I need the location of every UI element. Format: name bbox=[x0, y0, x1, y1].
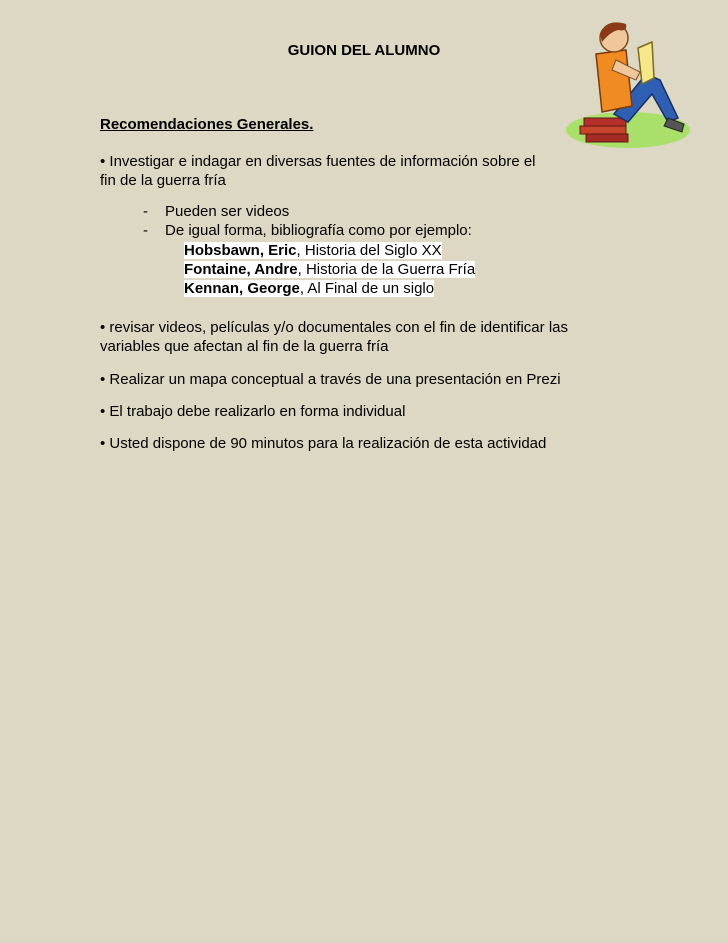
reference-work: , Historia de la Guerra Fría bbox=[297, 261, 476, 278]
page-title: GUION DEL ALUMNO bbox=[287, 42, 441, 59]
reference-work: , Historia del Siglo XX bbox=[296, 242, 442, 259]
paragraph-concept-map: • Realizar un mapa conceptual a través de una presentación en Prezi bbox=[100, 371, 561, 388]
list-dash: - bbox=[143, 203, 148, 220]
section-heading: Recomendaciones Generales. bbox=[100, 116, 314, 133]
reference-item bbox=[184, 279, 475, 298]
reference-author: Hobsbawn, Eric bbox=[184, 242, 297, 259]
paragraph-investigate: • Investigar e indagar en diversas fuentes de información sobre el fin de la guerra fría bbox=[100, 153, 536, 189]
paragraph-individual-work: • El trabajo debe realizarlo en forma individual bbox=[100, 403, 406, 420]
reference-work: , Al Final de un siglo bbox=[299, 280, 435, 297]
dash-list bbox=[143, 202, 472, 240]
reference-author: Fontaine, Andre bbox=[184, 261, 298, 278]
reference-item bbox=[184, 260, 475, 279]
list-item bbox=[143, 202, 472, 221]
list-item-text: Pueden ser videos bbox=[165, 203, 290, 220]
list-dash: - bbox=[143, 222, 148, 239]
reference-item bbox=[184, 241, 475, 260]
student-reading-icon bbox=[556, 14, 694, 152]
paragraph-review-videos: • revisar videos, películas y/o documentales con el fin de identificar las variables que afectan al fin de la guerra fría bbox=[100, 319, 568, 355]
paragraph-time-limit: • Usted dispone de 90 minutos para la realización de esta actividad bbox=[100, 435, 547, 452]
list-item-text: De igual forma, bibliografía como por ejemplo: bbox=[165, 222, 472, 239]
reference-author: Kennan, George bbox=[184, 280, 300, 297]
list-item bbox=[143, 221, 472, 240]
references-list bbox=[184, 241, 475, 298]
